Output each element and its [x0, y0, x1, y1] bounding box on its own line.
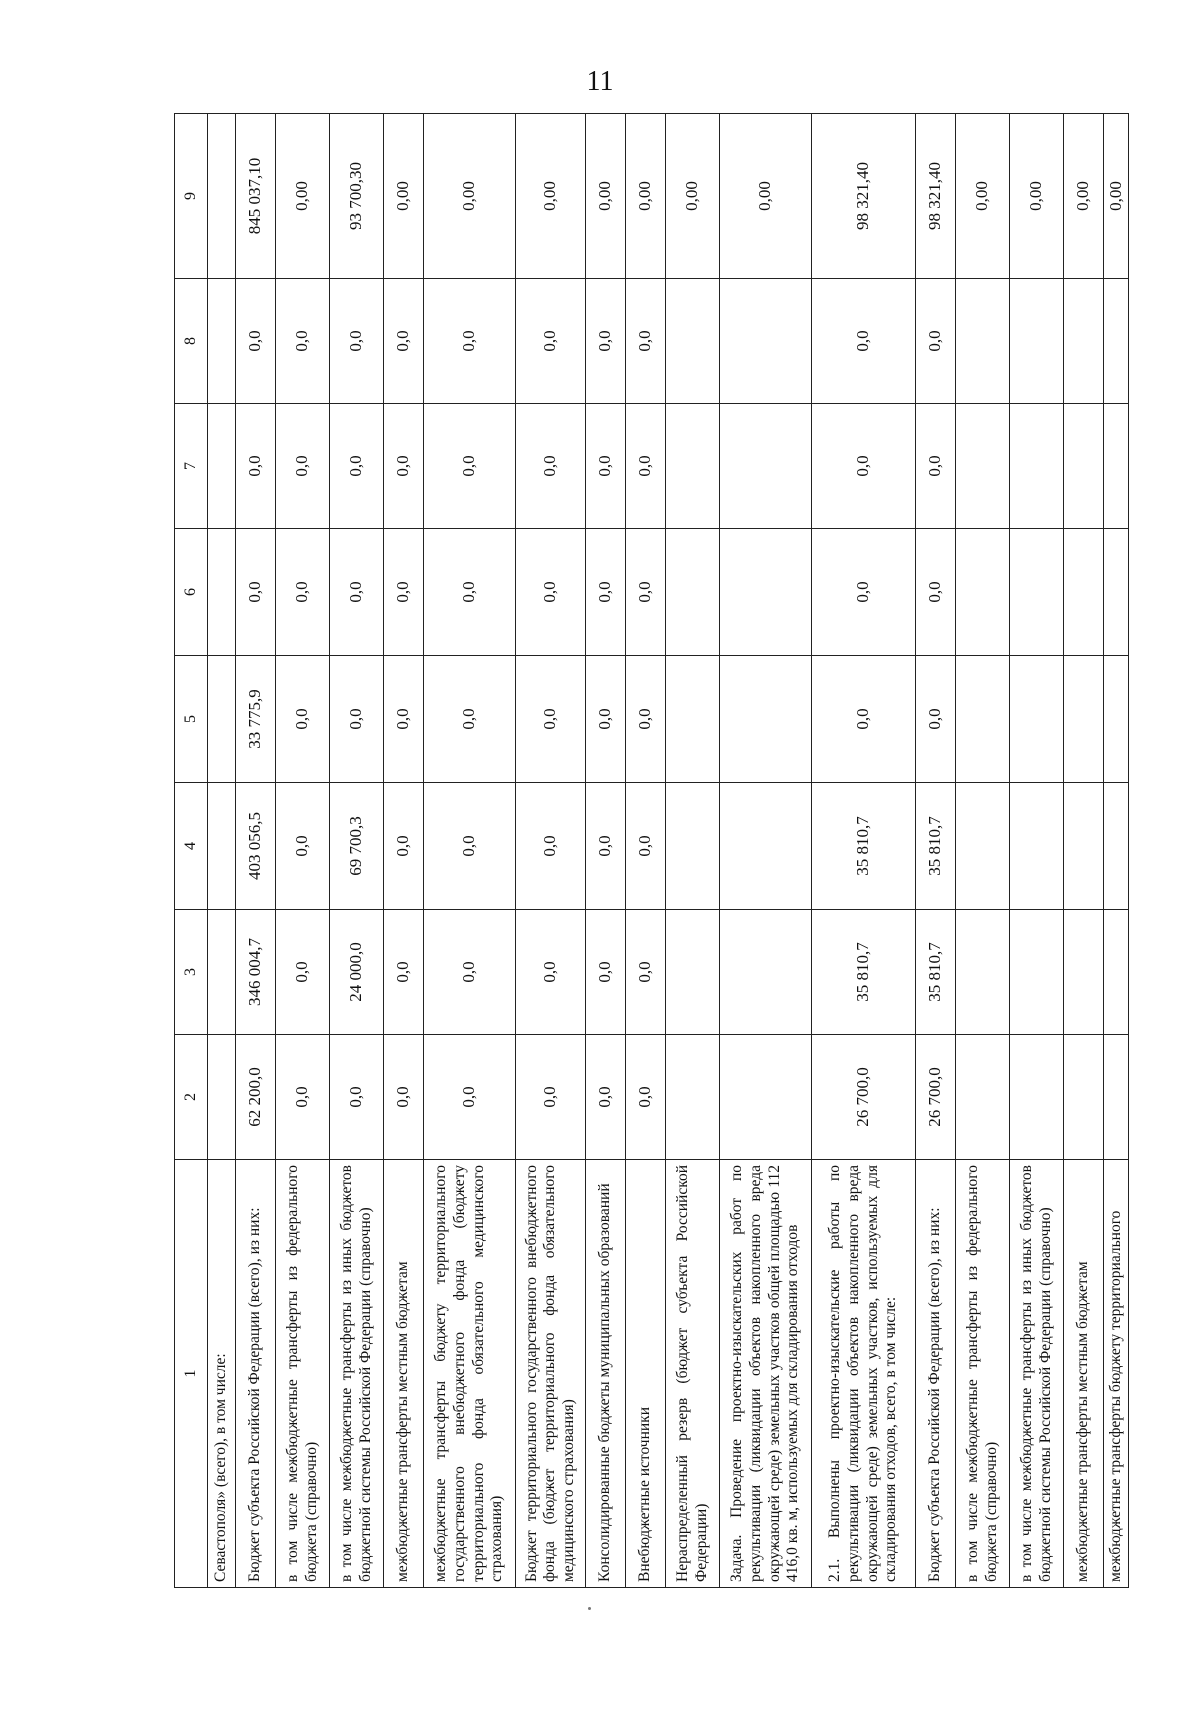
value-cell-col-2	[1064, 1035, 1104, 1160]
value-cell-col-6: 0,0	[626, 529, 666, 656]
value-cell-col-7	[1104, 404, 1129, 529]
value-cell-col-6	[208, 529, 236, 656]
table-row	[384, 114, 424, 1588]
value-cell-col-6: 0,0	[516, 529, 586, 656]
value-cell-col-9: 0,00	[1010, 114, 1064, 279]
table-row	[626, 114, 666, 1588]
table-row	[276, 114, 330, 1588]
value-cell-col-3: 35 810,7	[812, 910, 916, 1035]
value-cell-col-6: 0,0	[276, 529, 330, 656]
value-cell-col-9: 0,00	[516, 114, 586, 279]
value-cell-col-7: 0,0	[424, 404, 516, 529]
value-cell-col-5	[1010, 656, 1064, 783]
value-cell-col-4	[1064, 783, 1104, 910]
value-cell-col-4	[1010, 783, 1064, 910]
value-cell-col-6: 0,0	[236, 529, 276, 656]
column-header-7: 7	[175, 404, 208, 529]
value-cell-col-4: 35 810,7	[812, 783, 916, 910]
value-cell-col-3: 0,0	[384, 910, 424, 1035]
value-cell-col-8	[720, 279, 812, 404]
value-cell-col-9: 0,00	[424, 114, 516, 279]
value-cell-col-6	[666, 529, 720, 656]
table-row	[516, 114, 586, 1588]
value-cell-col-4	[208, 783, 236, 910]
value-cell-col-7: 0,0	[384, 404, 424, 529]
column-header-2: 2	[175, 1035, 208, 1160]
value-cell-col-4: 69 700,3	[330, 783, 384, 910]
column-header-1: 1	[175, 1160, 208, 1588]
row-label: Консолидированные бюджеты муниципальных образований	[586, 1160, 626, 1588]
value-cell-col-7	[720, 404, 812, 529]
value-cell-col-2: 0,0	[586, 1035, 626, 1160]
value-cell-col-3	[1010, 910, 1064, 1035]
value-cell-col-3: 24 000,0	[330, 910, 384, 1035]
value-cell-col-6: 0,0	[812, 529, 916, 656]
value-cell-col-3	[1064, 910, 1104, 1035]
value-cell-col-3: 0,0	[516, 910, 586, 1035]
value-cell-col-4	[1104, 783, 1129, 910]
table-row	[1104, 114, 1129, 1588]
value-cell-col-7	[1010, 404, 1064, 529]
value-cell-col-3: 0,0	[586, 910, 626, 1035]
value-cell-col-2: 0,0	[516, 1035, 586, 1160]
value-cell-col-6: 0,0	[424, 529, 516, 656]
table-row	[208, 114, 236, 1588]
table-row	[424, 114, 516, 1588]
value-cell-col-3: 0,0	[626, 910, 666, 1035]
value-cell-col-3	[956, 910, 1010, 1035]
value-cell-col-2: 0,0	[276, 1035, 330, 1160]
value-cell-col-5	[666, 656, 720, 783]
value-cell-col-6	[720, 529, 812, 656]
value-cell-col-2: 26 700,0	[916, 1035, 956, 1160]
value-cell-col-9: 0,00	[586, 114, 626, 279]
column-header-8: 8	[175, 279, 208, 404]
value-cell-col-9: 0,00	[720, 114, 812, 279]
value-cell-col-9: 0,00	[956, 114, 1010, 279]
value-cell-col-6: 0,0	[384, 529, 424, 656]
value-cell-col-3	[666, 910, 720, 1035]
row-label: в том числе межбюджетные трансферты из федерального бюджета (справочно)	[956, 1160, 1010, 1588]
value-cell-col-5: 0,0	[330, 656, 384, 783]
value-cell-col-4: 0,0	[516, 783, 586, 910]
value-cell-col-6: 0,0	[916, 529, 956, 656]
value-cell-col-4	[720, 783, 812, 910]
row-label: Севастополя» (всего), в том числе:	[208, 1160, 236, 1588]
value-cell-col-6: 0,0	[586, 529, 626, 656]
row-label: Бюджет субъекта Российской Федерации (всего), из них:	[236, 1160, 276, 1588]
row-label: Нераспределенный резерв (бюджет субъекта Российской Федерации)	[666, 1160, 720, 1588]
value-cell-col-5: 0,0	[424, 656, 516, 783]
row-label: Задача. Проведение проектно-изыскательских работ по рекультивации (ликвидации объектов накопленного вреда окружающей среде) земельных участков общей площадью 112 416,0 кв. м, используемых для складирования отходов	[720, 1160, 812, 1588]
table-row	[236, 114, 276, 1588]
value-cell-col-5: 33 775,9	[236, 656, 276, 783]
value-cell-col-5	[1104, 656, 1129, 783]
value-cell-col-9: 0,00	[1064, 114, 1104, 279]
table-row	[666, 114, 720, 1588]
header-row	[175, 114, 208, 1588]
value-cell-col-8: 0,0	[276, 279, 330, 404]
table-row	[956, 114, 1010, 1588]
value-cell-col-3: 0,0	[424, 910, 516, 1035]
value-cell-col-6	[1010, 529, 1064, 656]
value-cell-col-4	[666, 783, 720, 910]
value-cell-col-5	[720, 656, 812, 783]
value-cell-col-5: 0,0	[812, 656, 916, 783]
value-cell-col-4: 35 810,7	[916, 783, 956, 910]
value-cell-col-6: 0,0	[330, 529, 384, 656]
page-number: 11	[586, 66, 614, 97]
value-cell-col-8	[666, 279, 720, 404]
value-cell-col-2: 62 200,0	[236, 1035, 276, 1160]
margin-mark	[588, 1607, 591, 1610]
value-cell-col-7: 0,0	[330, 404, 384, 529]
value-cell-col-7	[1064, 404, 1104, 529]
value-cell-col-8: 0,0	[330, 279, 384, 404]
value-cell-col-2	[1010, 1035, 1064, 1160]
column-header-3: 3	[175, 910, 208, 1035]
value-cell-col-3: 346 004,7	[236, 910, 276, 1035]
value-cell-col-7: 0,0	[516, 404, 586, 529]
row-label: Внебюджетные источники	[626, 1160, 666, 1588]
value-cell-col-5: 0,0	[276, 656, 330, 783]
value-cell-col-2: 0,0	[384, 1035, 424, 1160]
value-cell-col-5	[1064, 656, 1104, 783]
value-cell-col-9: 0,00	[384, 114, 424, 279]
value-cell-col-4: 403 056,5	[236, 783, 276, 910]
value-cell-col-4: 0,0	[586, 783, 626, 910]
budget-table	[174, 113, 1129, 1588]
value-cell-col-9	[208, 114, 236, 279]
rotated-table-area	[174, 114, 1125, 1588]
value-cell-col-7: 0,0	[626, 404, 666, 529]
value-cell-col-9: 93 700,30	[330, 114, 384, 279]
value-cell-col-2	[666, 1035, 720, 1160]
value-cell-col-8: 0,0	[626, 279, 666, 404]
value-cell-col-2	[720, 1035, 812, 1160]
value-cell-col-7: 0,0	[236, 404, 276, 529]
value-cell-col-8: 0,0	[916, 279, 956, 404]
row-label: межбюджетные трансферты бюджету территориального государственного внебюджетного фонда (бюджету территориального фонда обязательного медицинского страхования)	[424, 1160, 516, 1588]
value-cell-col-6	[956, 529, 1010, 656]
value-cell-col-8: 0,0	[586, 279, 626, 404]
value-cell-col-9: 0,00	[1104, 114, 1129, 279]
value-cell-col-7: 0,0	[812, 404, 916, 529]
value-cell-col-9: 98 321,40	[812, 114, 916, 279]
row-label: межбюджетные трансферты местным бюджетам	[1064, 1160, 1104, 1588]
value-cell-col-5	[208, 656, 236, 783]
column-header-5: 5	[175, 656, 208, 783]
value-cell-col-8	[208, 279, 236, 404]
row-label: Бюджет территориального государственного внебюджетного фонда (бюджет территориального фонда обязательного медицинского страхования)	[516, 1160, 586, 1588]
table-row	[720, 114, 812, 1588]
value-cell-col-3	[1104, 910, 1129, 1035]
value-cell-col-8	[1010, 279, 1064, 404]
value-cell-col-4: 0,0	[424, 783, 516, 910]
value-cell-col-6	[1104, 529, 1129, 656]
value-cell-col-8: 0,0	[812, 279, 916, 404]
column-header-6: 6	[175, 529, 208, 656]
value-cell-col-8: 0,0	[384, 279, 424, 404]
table-row	[812, 114, 916, 1588]
row-label: в том числе межбюджетные трансферты из иных бюджетов бюджетной системы Российской Федерации (справочно)	[330, 1160, 384, 1588]
table-row	[916, 114, 956, 1588]
value-cell-col-7	[208, 404, 236, 529]
value-cell-col-6	[1064, 529, 1104, 656]
table-row	[330, 114, 384, 1588]
value-cell-col-9: 0,00	[666, 114, 720, 279]
value-cell-col-9: 0,00	[626, 114, 666, 279]
value-cell-col-2: 26 700,0	[812, 1035, 916, 1160]
value-cell-col-2: 0,0	[626, 1035, 666, 1160]
column-header-4: 4	[175, 783, 208, 910]
value-cell-col-5: 0,0	[586, 656, 626, 783]
value-cell-col-2: 0,0	[424, 1035, 516, 1160]
value-cell-col-3: 0,0	[276, 910, 330, 1035]
row-label: в том числе межбюджетные трансферты из иных бюджетов бюджетной системы Российской Федерации (справочно)	[1010, 1160, 1064, 1588]
value-cell-col-7: 0,0	[916, 404, 956, 529]
value-cell-col-8	[956, 279, 1010, 404]
value-cell-col-8: 0,0	[516, 279, 586, 404]
table-body	[208, 114, 1129, 1588]
value-cell-col-5: 0,0	[626, 656, 666, 783]
value-cell-col-9: 98 321,40	[916, 114, 956, 279]
table-row	[1010, 114, 1064, 1588]
value-cell-col-8: 0,0	[236, 279, 276, 404]
value-cell-col-9: 845 037,10	[236, 114, 276, 279]
value-cell-col-3	[208, 910, 236, 1035]
value-cell-col-5: 0,0	[916, 656, 956, 783]
row-label: в том числе межбюджетные трансферты из федерального бюджета (справочно)	[276, 1160, 330, 1588]
row-label: межбюджетные трансферты бюджету территориального	[1104, 1160, 1129, 1588]
value-cell-col-5: 0,0	[516, 656, 586, 783]
value-cell-col-2	[956, 1035, 1010, 1160]
value-cell-col-7	[956, 404, 1010, 529]
value-cell-col-3: 35 810,7	[916, 910, 956, 1035]
value-cell-col-4: 0,0	[626, 783, 666, 910]
value-cell-col-7: 0,0	[276, 404, 330, 529]
table-row	[586, 114, 626, 1588]
value-cell-col-5: 0,0	[384, 656, 424, 783]
row-label: 2.1. Выполнены проектно-изыскательские работы по рекультивации (ликвидации объектов накопленного вреда окружающей среде) земельных участков, используемых для складирования отходов, всего, в том числе:	[812, 1160, 916, 1588]
value-cell-col-2	[208, 1035, 236, 1160]
row-label: межбюджетные трансферты местным бюджетам	[384, 1160, 424, 1588]
value-cell-col-4	[956, 783, 1010, 910]
value-cell-col-5	[956, 656, 1010, 783]
value-cell-col-4: 0,0	[276, 783, 330, 910]
column-header-9: 9	[175, 114, 208, 279]
value-cell-col-3	[720, 910, 812, 1035]
value-cell-col-4: 0,0	[384, 783, 424, 910]
value-cell-col-2: 0,0	[330, 1035, 384, 1160]
value-cell-col-9: 0,00	[276, 114, 330, 279]
value-cell-col-7: 0,0	[586, 404, 626, 529]
rotated-table-wrapper	[174, 114, 1125, 1588]
value-cell-col-8: 0,0	[424, 279, 516, 404]
value-cell-col-2	[1104, 1035, 1129, 1160]
value-cell-col-8	[1064, 279, 1104, 404]
row-label: Бюджет субъекта Российской Федерации (всего), из них:	[916, 1160, 956, 1588]
table-row	[1064, 114, 1104, 1588]
value-cell-col-7	[666, 404, 720, 529]
value-cell-col-8	[1104, 279, 1129, 404]
